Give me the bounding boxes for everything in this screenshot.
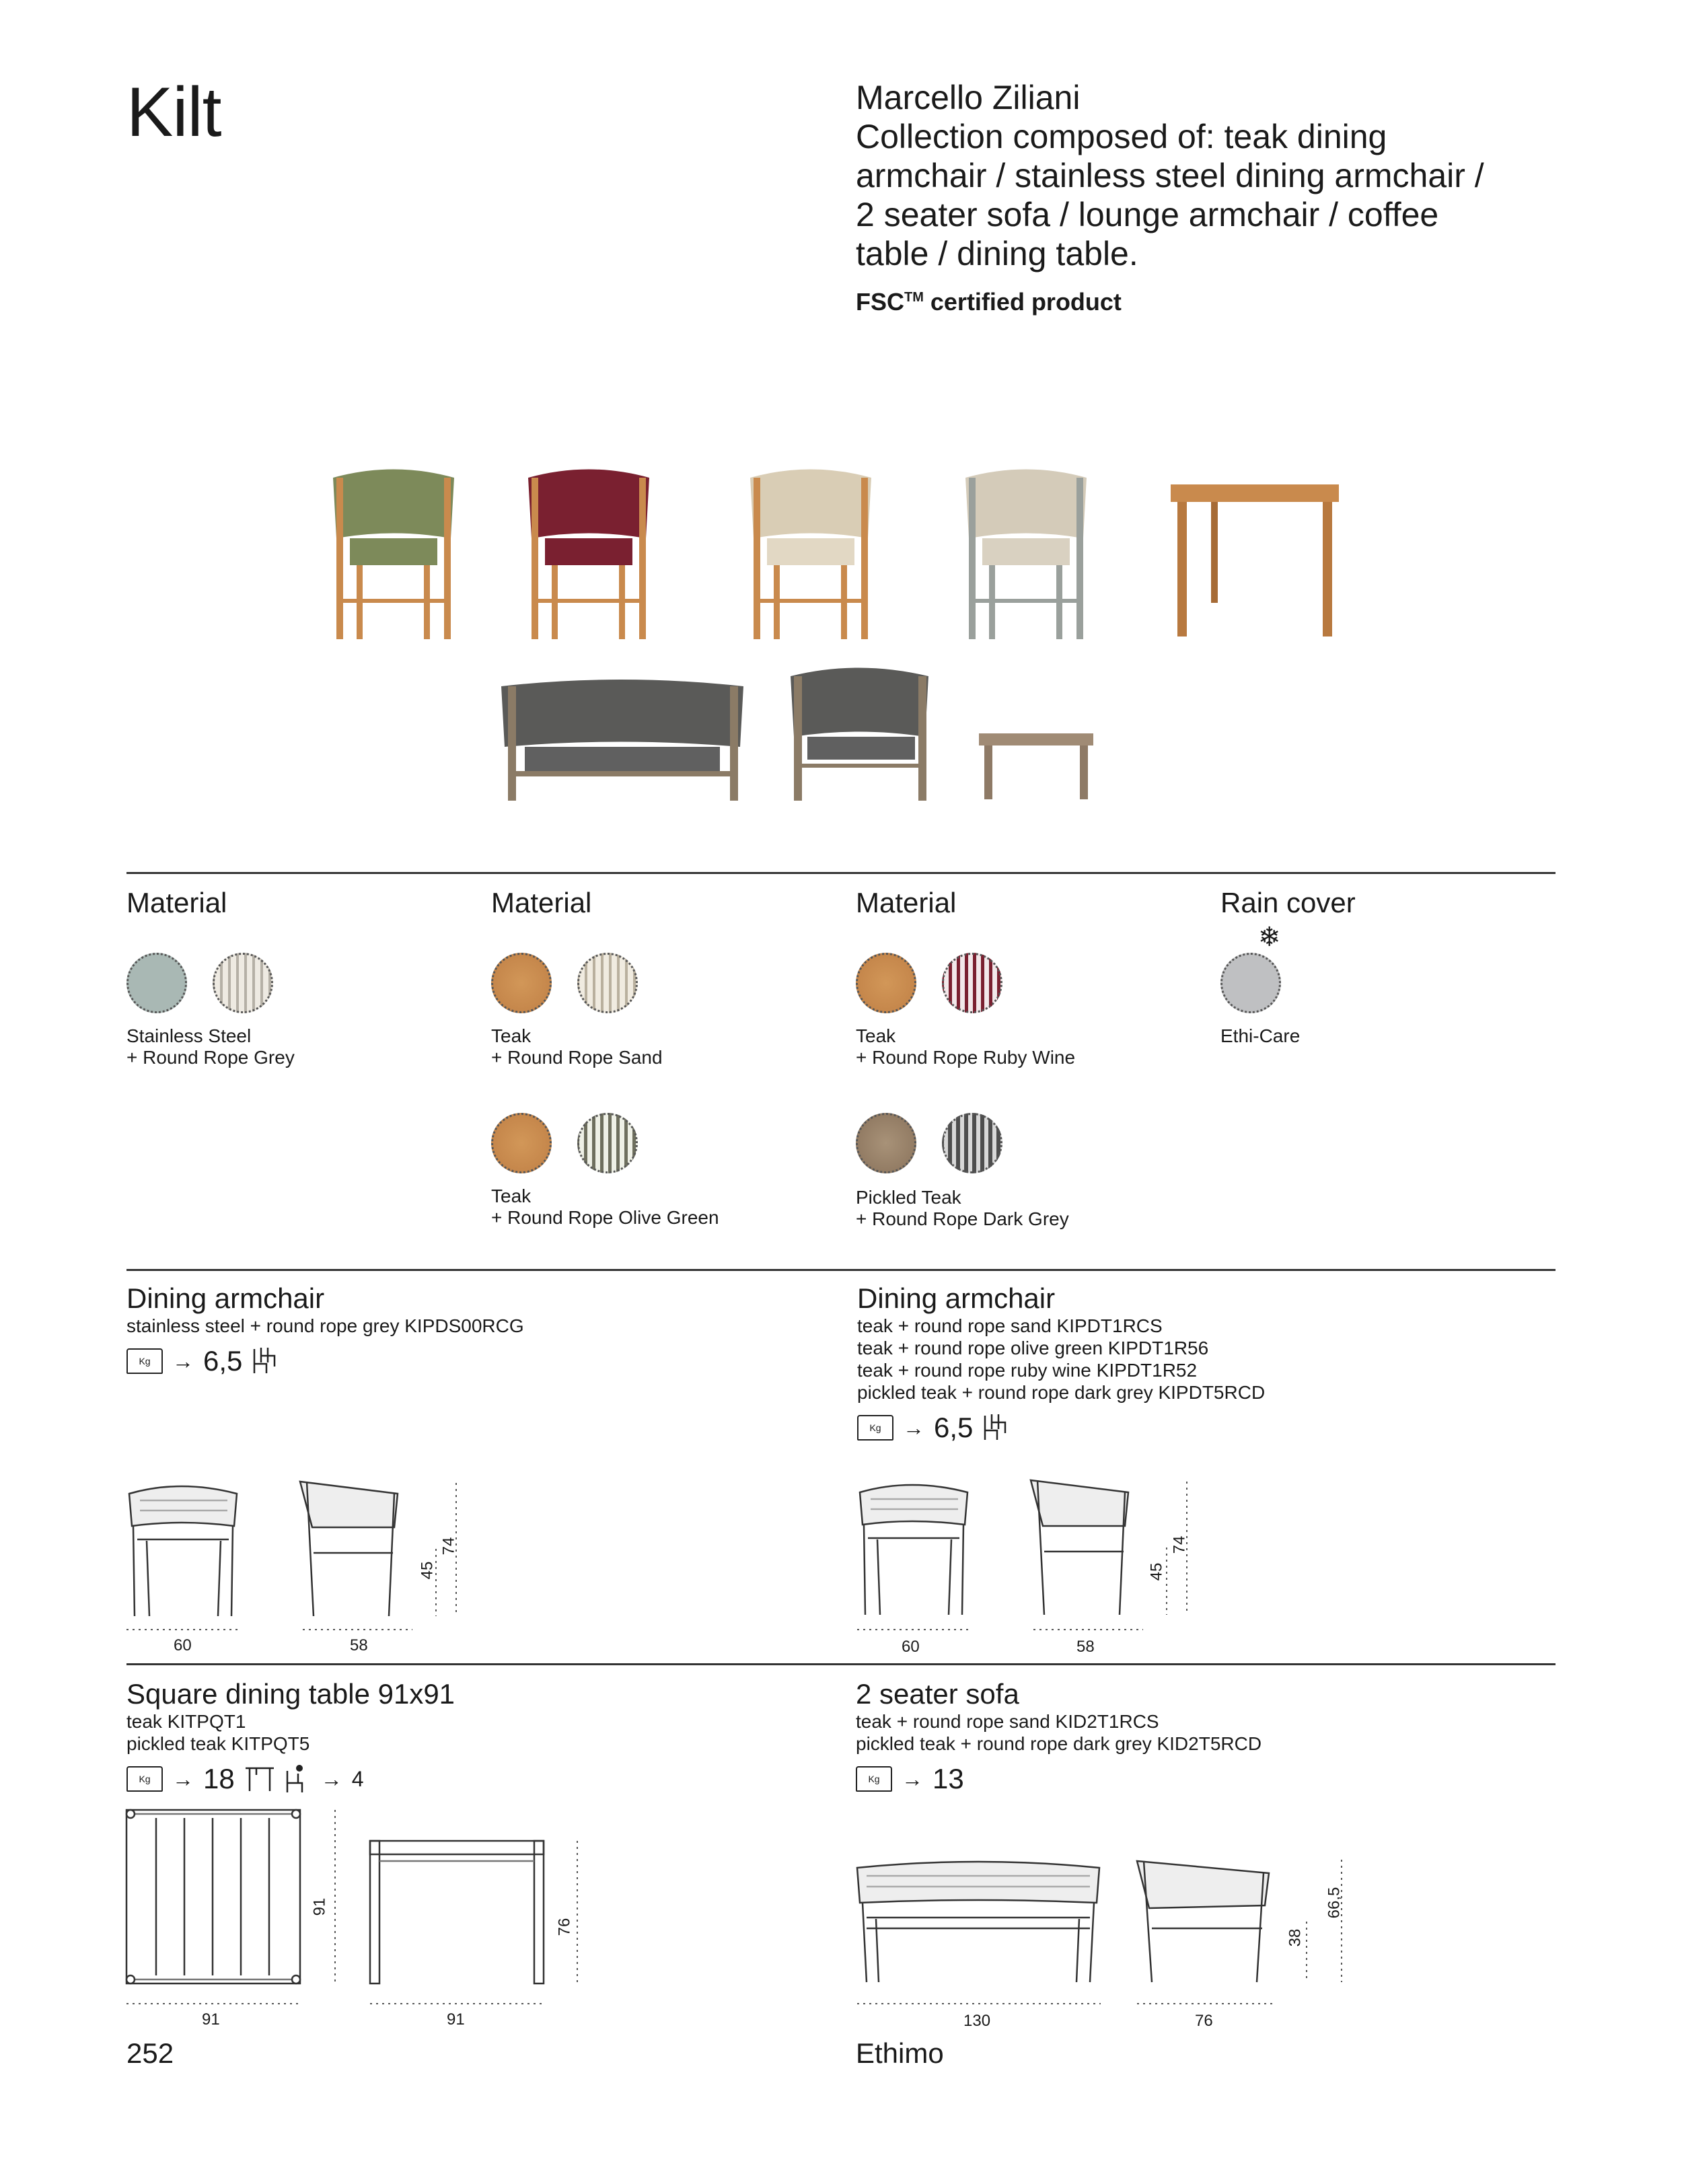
brand-name: Ethimo	[856, 2037, 944, 2069]
product-title: 2 seater sofa	[856, 1678, 1019, 1710]
kg-text: Kg	[869, 1422, 881, 1433]
material-heading-4: Rain cover	[1220, 887, 1356, 918]
product-title: Dining armchair	[857, 1282, 1056, 1314]
material-line: Pickled Teak	[856, 1187, 961, 1208]
product-code: teak KITPQT1	[126, 1711, 246, 1732]
photo-chair-steel	[965, 470, 1087, 640]
weight-row	[857, 1412, 1265, 1444]
arrow: →	[903, 1415, 924, 1440]
material-line: Teak	[491, 1186, 532, 1206]
swatch-rope-olive-green	[577, 1113, 638, 1173]
table-icon	[244, 1764, 275, 1794]
divider-armchairs	[126, 1269, 1556, 1271]
product-code: pickled teak + round rope dark grey KIPDT5RCD	[857, 1382, 1266, 1403]
product-code: stainless steel + round rope grey KIPDS00RCG	[126, 1315, 524, 1336]
product-code: pickled teak + round rope dark grey KID2T5RCD	[856, 1733, 1262, 1754]
swatch-stainless-steel	[126, 953, 187, 1013]
swatch-teak	[491, 1113, 552, 1173]
material-line: Teak	[491, 1025, 532, 1046]
weight-value: 6,5	[203, 1345, 243, 1377]
kg-weight-icon	[856, 1766, 892, 1792]
photo-lounge-armchair	[791, 668, 928, 801]
armchair-front-view	[860, 1485, 967, 1615]
stackable-icon	[982, 1413, 1013, 1443]
dim-width: 60	[902, 1638, 920, 1656]
dim-depth: 58	[350, 1636, 368, 1654]
dim-width: 130	[963, 2012, 991, 2030]
product-code: teak + round rope sand KIPDT1RCS	[857, 1315, 1163, 1336]
dimension-lines	[126, 1810, 577, 2004]
material-label-4	[1220, 1025, 1300, 1047]
weight-row	[126, 1763, 455, 1795]
dim-height: 74	[1170, 1535, 1189, 1554]
drawing-dining-table	[126, 1809, 597, 2010]
product-code: teak + round rope sand KID2T1RCS	[856, 1711, 1159, 1732]
page-title: Kilt	[126, 73, 221, 151]
material-line: Ethi-Care	[1220, 1025, 1301, 1046]
dim-seat-height: 38	[1286, 1928, 1305, 1947]
kg-text: Kg	[139, 1774, 151, 1784]
product-dining-table	[126, 1678, 455, 1795]
material-label-2	[491, 1025, 663, 1068]
photo-chair-sand	[750, 470, 871, 640]
swatch-rope-grey	[213, 953, 273, 1013]
armchair-side-view	[1031, 1480, 1128, 1615]
material-line: + Round Rope Sand	[491, 1047, 663, 1068]
dim-width: 91	[202, 2010, 220, 2029]
dim-depth: 91	[310, 1897, 329, 1916]
product-code: teak + round rope ruby wine KIPDT1R52	[857, 1360, 1198, 1381]
divider-materials	[126, 872, 1556, 874]
material-line: + Round Rope Ruby Wine	[856, 1047, 1076, 1068]
dim-height: 66,5	[1325, 1887, 1344, 1919]
armchair-front-view	[129, 1486, 237, 1616]
product-title: Square dining table 91x91	[126, 1678, 455, 1710]
material-line: Stainless Steel	[126, 1025, 252, 1046]
swatch-pickled-teak	[856, 1113, 916, 1173]
kg-weight-icon	[126, 1348, 163, 1374]
arrow: →	[320, 1766, 342, 1791]
product-code: pickled teak KITPQT5	[126, 1733, 310, 1754]
material-heading-2: Material	[491, 887, 592, 918]
photo-dining-table	[1171, 484, 1339, 636]
arrow: →	[902, 1766, 923, 1791]
arrow: →	[172, 1348, 194, 1373]
product-armchair-steel	[126, 1282, 524, 1377]
kg-weight-icon	[126, 1766, 163, 1792]
seat-person-icon	[285, 1764, 312, 1794]
dim-seat-height: 45	[1147, 1562, 1166, 1581]
product-photos	[0, 0, 1682, 848]
swatch-rope-sand	[577, 953, 638, 1013]
product-sofa	[856, 1678, 1262, 1795]
photo-chair-olive	[333, 470, 454, 640]
drawing-armchair-steel	[126, 1473, 503, 1648]
sofa-front-view	[857, 1862, 1099, 1982]
swatch-teak	[856, 953, 916, 1013]
weight-row	[856, 1763, 1262, 1795]
dim-height: 74	[439, 1537, 458, 1556]
designer-name: Marcello Ziliani	[856, 79, 1081, 116]
drawing-armchair-teak	[857, 1472, 1234, 1647]
material-heading-3: Material	[856, 887, 957, 918]
divider-table-sofa	[126, 1663, 1556, 1665]
snowflake-icon: ❄	[1258, 922, 1281, 952]
product-armchair-teak	[857, 1282, 1265, 1444]
weight-value: 18	[203, 1763, 235, 1794]
photo-chair-ruby	[528, 470, 649, 640]
armchair-side-view	[300, 1482, 398, 1616]
weight-value: 6,5	[934, 1412, 974, 1443]
material-line: + Round Rope Grey	[126, 1047, 295, 1068]
weight-row	[126, 1345, 524, 1377]
dim-height: 76	[555, 1918, 574, 1936]
kg-text: Kg	[139, 1356, 151, 1367]
dim-depth: 58	[1076, 1638, 1095, 1656]
product-code: teak + round rope olive green KIPDT1R56	[857, 1338, 1209, 1358]
dim-width: 60	[174, 1636, 192, 1654]
material-label-5	[491, 1186, 719, 1229]
material-label-6	[856, 1187, 1069, 1230]
material-line: + Round Rope Dark Grey	[856, 1208, 1069, 1229]
fsc-tm: TM	[904, 290, 924, 305]
dim-depth-side: 91	[447, 2010, 465, 2029]
stackable-icon	[252, 1346, 283, 1376]
drawing-sofa	[857, 1854, 1355, 2029]
swatch-teak	[491, 953, 552, 1013]
material-line: + Round Rope Olive Green	[491, 1207, 719, 1228]
page-number: 252	[126, 2037, 174, 2069]
kg-weight-icon	[857, 1415, 893, 1441]
table-top-view	[126, 1810, 300, 1983]
arrow: →	[172, 1766, 194, 1791]
swatch-ethi-care	[1220, 953, 1281, 1013]
material-line: Teak	[856, 1025, 896, 1046]
collection-description: Collection composed of: teak dining armchair / stainless steel dining armchair / 2 seater sofa / lounge armchair / coffee table / dining table.	[856, 118, 1484, 272]
weight-value: 13	[933, 1763, 964, 1794]
dim-seat-height: 45	[418, 1561, 437, 1580]
material-label-3	[856, 1025, 1075, 1068]
dim-depth: 76	[1195, 2012, 1213, 2030]
material-heading-1: Material	[126, 887, 227, 918]
photo-coffee-table	[979, 733, 1093, 799]
fsc-label: FSC	[856, 288, 904, 316]
product-title: Dining armchair	[126, 1282, 325, 1314]
fsc-suffix: certified product	[923, 288, 1122, 316]
sofa-side-view	[1137, 1861, 1269, 1982]
swatch-rope-dark-grey	[942, 1113, 1002, 1173]
seats-value: 4	[351, 1766, 364, 1791]
photo-sofa	[501, 680, 743, 801]
material-label-1	[126, 1025, 295, 1068]
kg-text: Kg	[868, 1774, 880, 1784]
swatch-rope-ruby-wine	[942, 953, 1002, 1013]
table-side-view	[370, 1841, 544, 1983]
